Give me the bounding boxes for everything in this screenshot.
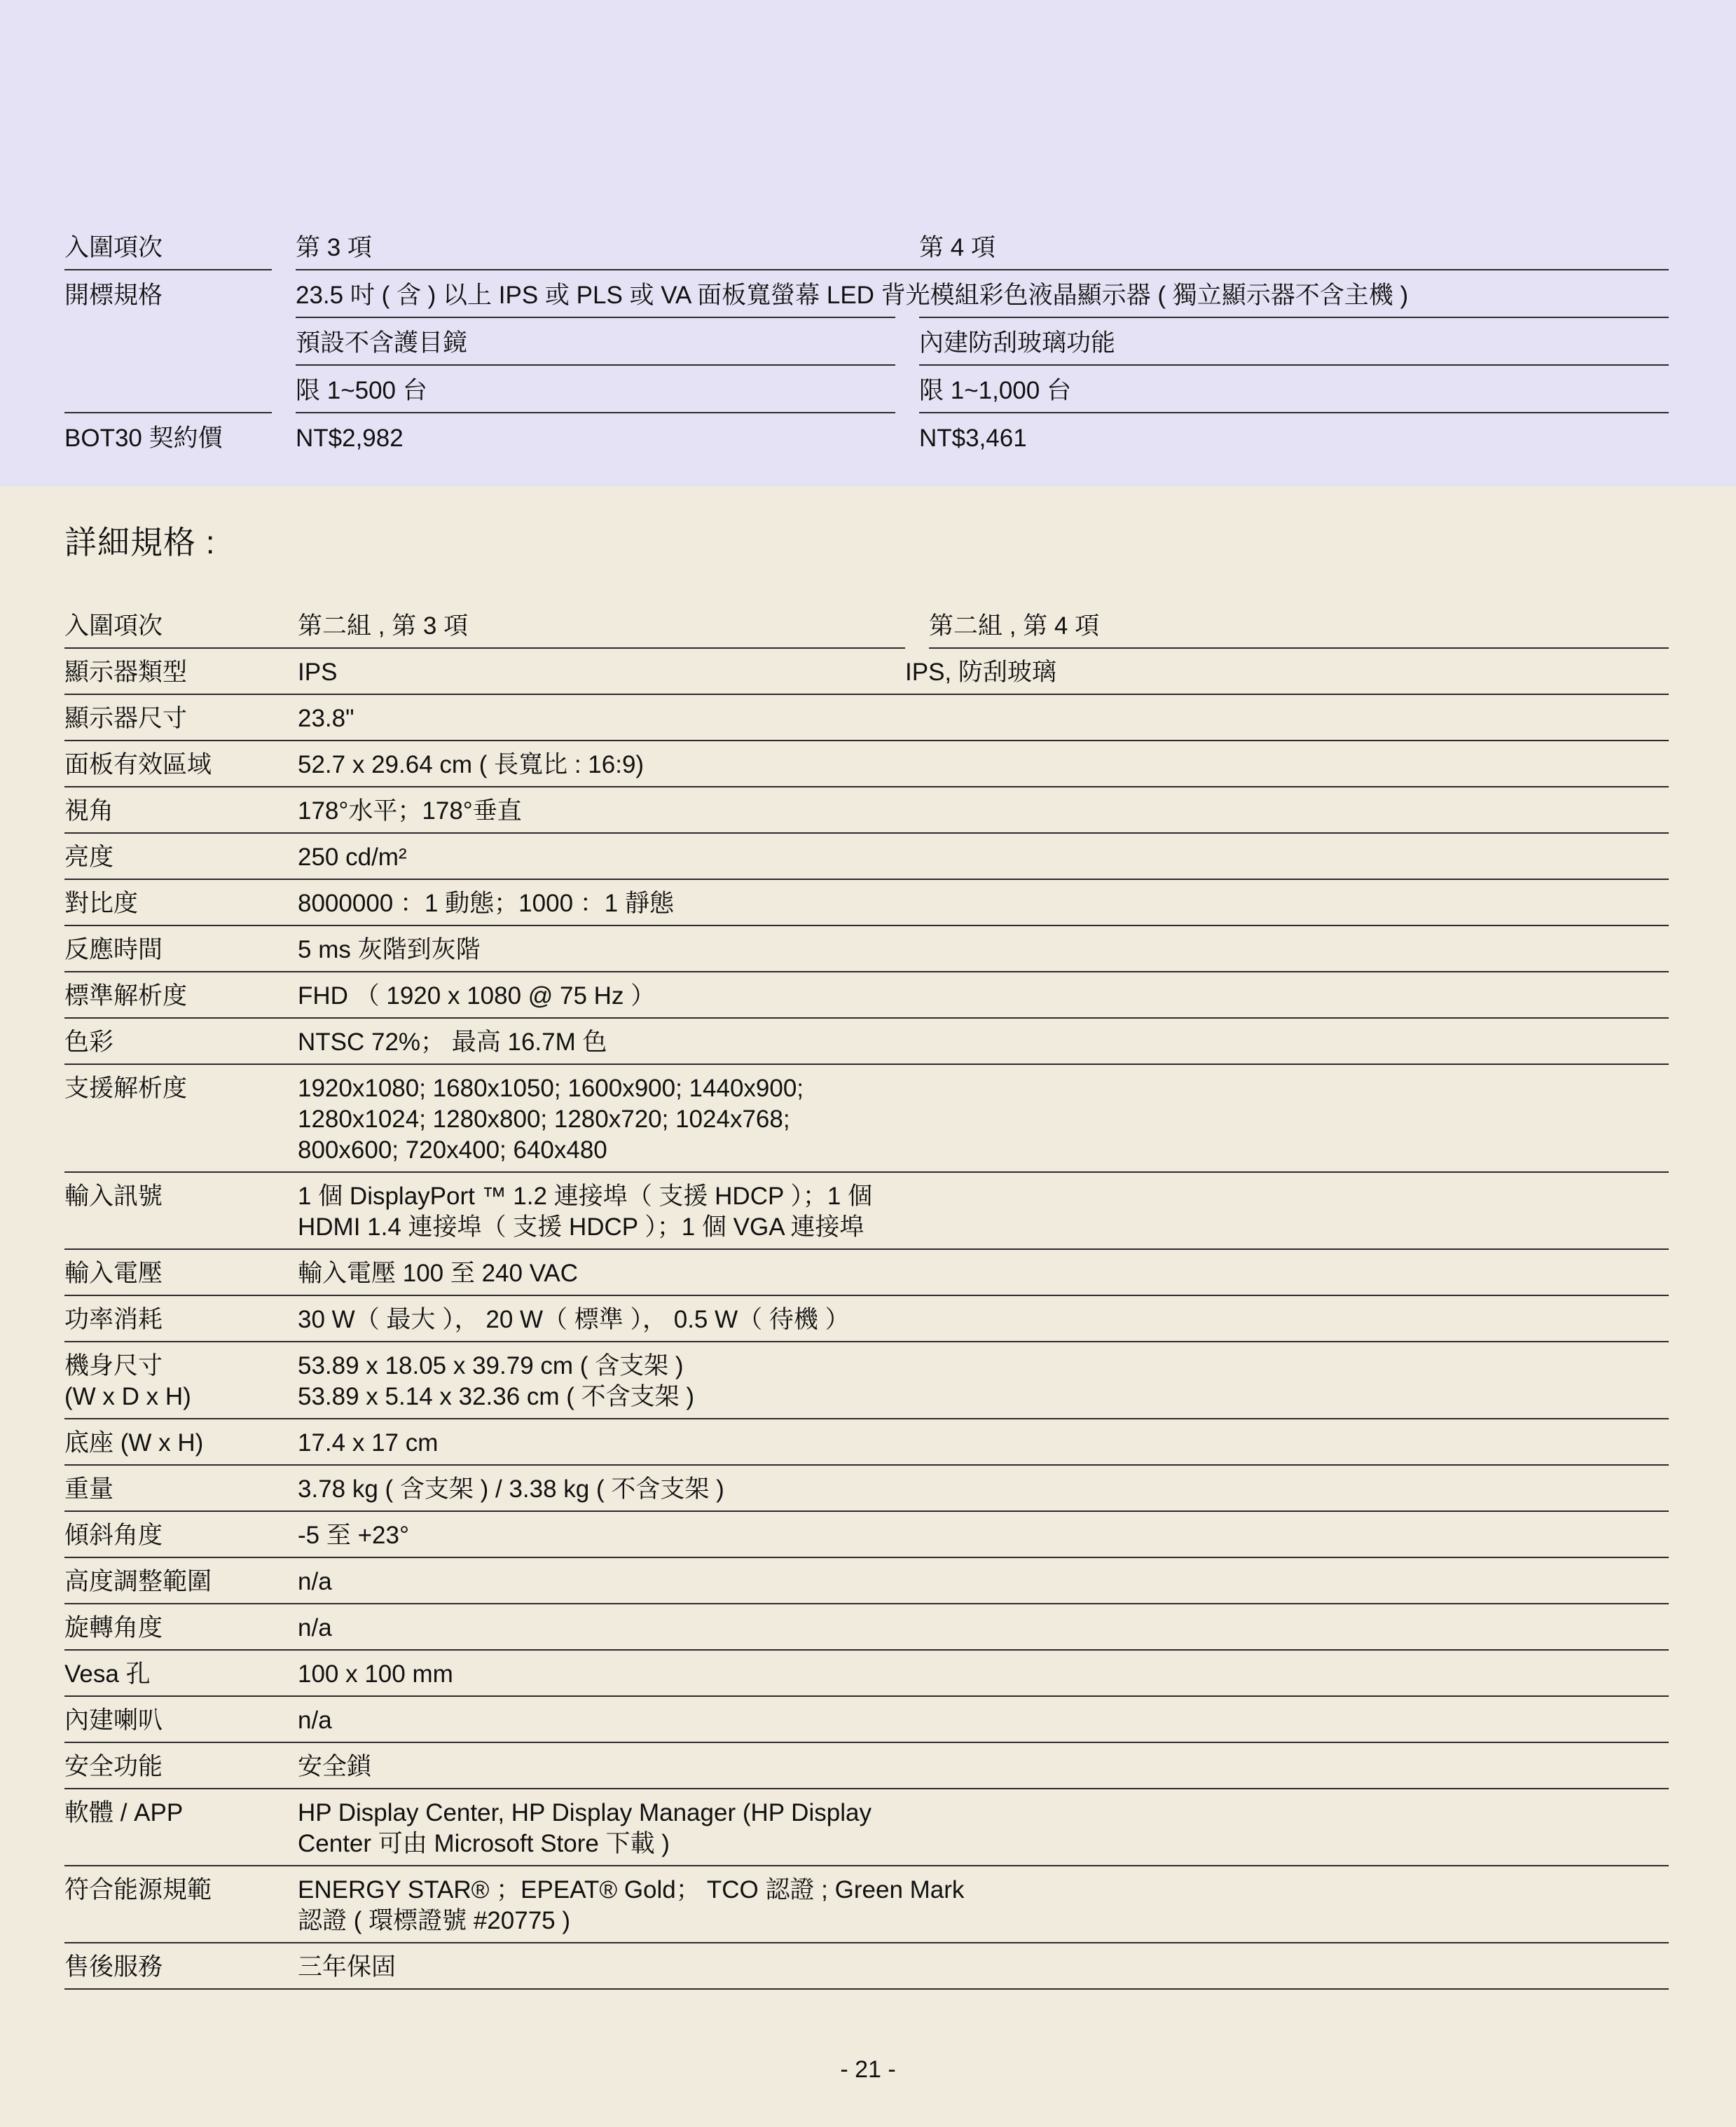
table-row [64, 1173, 1669, 1250]
spec-label: 支援解析度 [64, 1075, 188, 1102]
spec-value: 17.4 x 17 cm [298, 1429, 439, 1457]
spec-value: n/a [298, 1614, 332, 1641]
spec-value: 30 W（ 最大 ）， 20 W（ 標準 ）， 0.5 W（ 待機 ） [298, 1306, 850, 1333]
spec-label: 底座 (W x H) [64, 1429, 204, 1457]
detail-header-col3: 第二組 , 第 3 項 [298, 603, 905, 649]
table-row [64, 695, 1669, 741]
summary-row-item [64, 223, 1669, 269]
spec-value: 安全鎖 [298, 1753, 372, 1780]
spec-label: 對比度 [64, 890, 139, 917]
spec-label: 機身尺寸 (W x D x H) [64, 1352, 191, 1410]
spec-value: 1 個 DisplayPort ™ 1.2 連接埠（ 支援 HDCP ）；1 個 HDMI 1.4 連接埠（ 支援 HDCP ）；1 個 VGA 連接埠 [298, 1183, 873, 1241]
detail-type-label: 顯示器類型 [64, 659, 188, 686]
spec-value: n/a [298, 1707, 332, 1734]
table-row [64, 972, 1669, 1019]
detail-type-row [64, 649, 1669, 695]
spec-value: 250 cd/m² [298, 844, 407, 871]
spec-value: 100 x 100 mm [298, 1660, 453, 1688]
spec-label: 軟體 / APP [64, 1799, 184, 1826]
spec-label: 視角 [64, 797, 114, 825]
table-row [64, 1604, 1669, 1651]
detail-type-col3: IPS [298, 659, 338, 686]
summary-row-spec [64, 269, 1669, 317]
detail-rows [64, 695, 1669, 1990]
table-row [64, 880, 1669, 926]
table-row [64, 1866, 1669, 1943]
spec-value: 5 ms 灰階到灰階 [298, 936, 481, 963]
spec-label: 顯示器尺寸 [64, 705, 188, 732]
summary-label-item: 入圍項次 [64, 234, 163, 261]
table-row [64, 1466, 1669, 1512]
summary-col4-price: NT$3,461 [919, 412, 1669, 460]
spec-value: 8000000 ：1 動態；1000 ：1 靜態 [298, 890, 674, 917]
detail-header-row [64, 603, 1669, 649]
summary-col4-item: 第 4 項 [919, 234, 996, 261]
detail-header-col4: 第二組 , 第 4 項 [929, 603, 1669, 649]
table-row [64, 1558, 1669, 1604]
spec-value: n/a [298, 1568, 332, 1595]
spec-value: 178°水平；178°垂直 [298, 797, 522, 825]
table-row [64, 1342, 1669, 1419]
spec-label: 反應時間 [64, 936, 163, 963]
summary-col3-spec-line2: 限 1~500 台 [296, 364, 895, 412]
page-number: - 21 - [840, 2056, 896, 2083]
spec-label: 售後服務 [64, 1953, 163, 1981]
table-row [64, 1697, 1669, 1743]
summary-col3-price: NT$2,982 [296, 412, 895, 460]
spec-label: 重量 [64, 1475, 114, 1503]
spec-label: 面板有效區域 [64, 751, 212, 778]
spec-label: 輸入訊號 [64, 1183, 163, 1210]
spec-label: 高度調整範圍 [64, 1568, 212, 1595]
table-row [64, 926, 1669, 972]
spec-value: -5 至 +23° [298, 1522, 409, 1549]
spec-label: 標準解析度 [64, 982, 188, 1010]
summary-row-spec-line2 [64, 364, 1669, 412]
spec-value: ENERGY STAR® ；EPEAT® Gold； TCO 認證 ; Green Mark 認證 ( 環標證號 #20775 ) [298, 1876, 965, 1934]
spec-label: 旋轉角度 [64, 1614, 163, 1641]
detail-header-label: 入圍項次 [64, 603, 298, 649]
spec-value: 52.7 x 29.64 cm ( 長寬比 : 16:9) [298, 751, 645, 778]
summary-spec-shared: 23.5 吋 ( 含 ) 以上 IPS 或 PLS 或 VA 面板寬螢幕 LED 背光模組彩色液晶顯示器 ( 獨立顯示器不含主機 ) [296, 269, 1669, 317]
summary-row-spec-line1 [64, 317, 1669, 364]
spec-value: 23.8" [298, 705, 354, 732]
spec-value: 53.89 x 18.05 x 39.79 cm ( 含支架 ) 53.89 x 5.14 x 32.36 cm ( 不含支架 ) [298, 1352, 695, 1410]
table-row [64, 1512, 1669, 1558]
summary-label-price: BOT30 契約價 [64, 412, 272, 460]
table-row [64, 1296, 1669, 1342]
spec-value: HP Display Center, HP Display Manager (HP Display Center 可由 Microsoft Store 下載 ) [298, 1799, 872, 1857]
table-row [64, 1651, 1669, 1697]
table-row [64, 1065, 1669, 1173]
table-row [64, 834, 1669, 880]
table-row [64, 1019, 1669, 1065]
summary-col3-spec-line1: 預設不含護目鏡 [296, 317, 895, 364]
summary-col4-spec-line1: 內建防刮玻璃功能 [919, 317, 1669, 364]
detail-spec-table [64, 603, 1669, 1990]
table-row [64, 1419, 1669, 1466]
spec-value: NTSC 72%； 最高 16.7M 色 [298, 1028, 607, 1056]
summary-label-spec: 開標規格 [64, 269, 272, 317]
spec-label: 色彩 [64, 1028, 114, 1056]
spec-value: 1920x1080; 1680x1050; 1600x900; 1440x900; 1280x1024; 1280x800; 1280x720; 1024x768; 800x600; 720x400; 640x480 [298, 1075, 804, 1164]
spec-label: 符合能源規範 [64, 1876, 212, 1904]
spec-label: 內建喇叭 [64, 1707, 163, 1734]
table-row [64, 1789, 1669, 1866]
table-row [64, 741, 1669, 787]
detail-type-col4: IPS, 防刮玻璃 [905, 659, 1056, 686]
spec-label: Vesa 孔 [64, 1660, 151, 1688]
summary-col4-spec-line2: 限 1~1,000 台 [919, 364, 1669, 412]
section-title: 詳細規格 : [64, 524, 216, 560]
table-row [64, 787, 1669, 834]
spec-value: 輸入電壓 100 至 240 VAC [298, 1260, 579, 1287]
spec-label: 功率消耗 [64, 1306, 163, 1333]
spec-label: 安全功能 [64, 1753, 163, 1780]
spec-label: 亮度 [64, 844, 114, 871]
spec-value: 三年保固 [298, 1953, 397, 1981]
summary-row-price [64, 412, 1669, 460]
summary-table [64, 223, 1669, 460]
spec-value: 3.78 kg ( 含支架 ) / 3.38 kg ( 不含支架 ) [298, 1475, 724, 1503]
spec-label: 傾斜角度 [64, 1522, 163, 1549]
spec-label: 輸入電壓 [64, 1260, 163, 1287]
table-row [64, 1250, 1669, 1296]
table-row [64, 1743, 1669, 1789]
summary-col3-item: 第 3 項 [296, 234, 372, 261]
spec-value: FHD （ 1920 x 1080 @ 75 Hz ） [298, 982, 656, 1010]
table-row [64, 1943, 1669, 1990]
